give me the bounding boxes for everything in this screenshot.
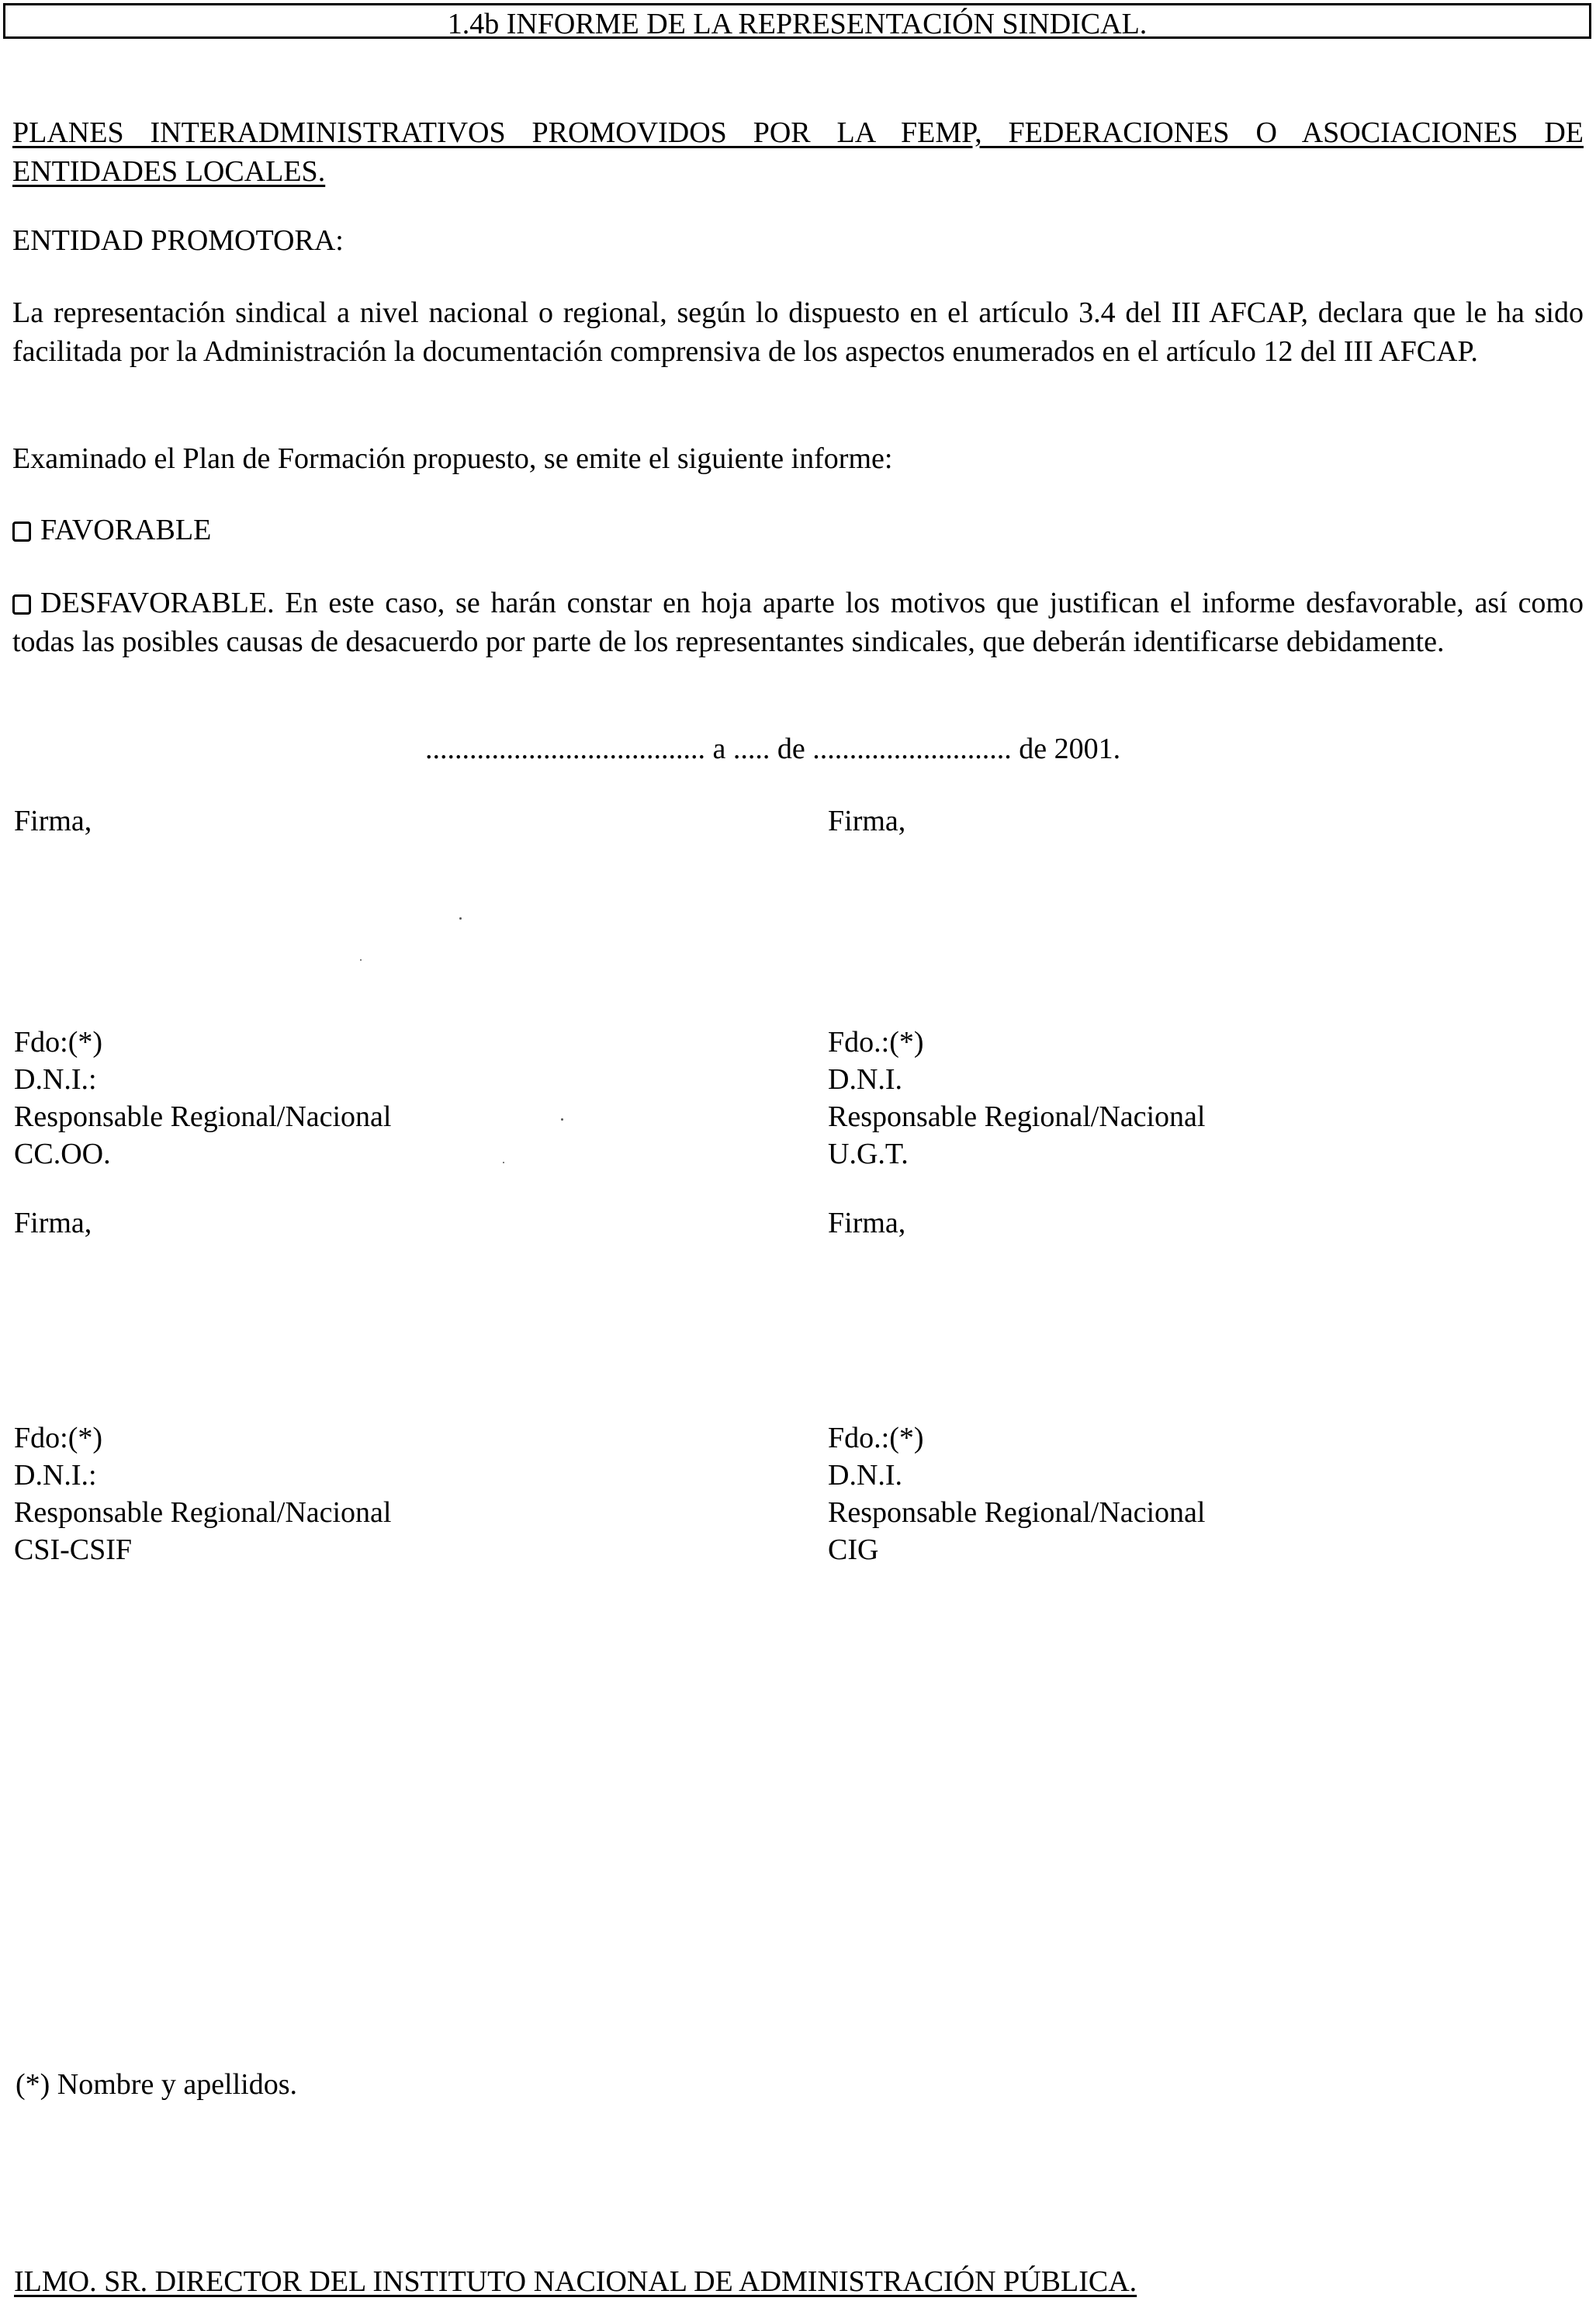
signature-block-ccoo <box>14 1024 392 1173</box>
dni-field: D.N.I.: <box>14 1063 97 1096</box>
entity-label: ENTIDAD PROMOTORA: <box>12 224 344 257</box>
scan-speck <box>360 959 362 961</box>
dni-field: D.N.I. <box>828 1063 903 1096</box>
role-label: Responsable Regional/Nacional <box>14 1496 392 1529</box>
role-label: Responsable Regional/Nacional <box>828 1100 1206 1133</box>
addressee: ILMO. SR. DIRECTOR DEL INSTITUTO NACIONAL DE ADMINISTRACIÓN PÚBLICA. <box>14 2265 1137 2298</box>
signature-label-1: Firma, <box>14 805 92 837</box>
fdo-field: Fdo.:(*) <box>828 1422 924 1454</box>
dni-field: D.N.I.: <box>14 1459 97 1492</box>
page-title: 1.4b INFORME DE LA REPRESENTACIÓN SINDICAL. <box>447 8 1148 40</box>
signature-label-4: Firma, <box>828 1207 906 1239</box>
union-name: CSI-CSIF <box>14 1533 133 1566</box>
unfavorable-label: DESFAVORABLE. En este caso, se harán constar en hoja aparte los motivos que justifican el informe desfavorable, así como todas las posibles causas de desacuerdo por parte de los representantes sindicales, que deberán identificarse debidamente. <box>12 587 1584 658</box>
favorable-checkbox[interactable] <box>12 522 31 542</box>
role-label: Responsable Regional/Nacional <box>14 1100 392 1133</box>
title-box <box>3 3 1591 39</box>
unfavorable-option[interactable] <box>12 584 1584 661</box>
footnote: (*) Nombre y apellidos. <box>16 2068 298 2101</box>
union-name: CIG <box>828 1533 879 1566</box>
fdo-field: Fdo:(*) <box>14 1026 102 1059</box>
date-line: ...................................... a ..... de ........................... de 2001. <box>425 733 1121 765</box>
favorable-option[interactable] <box>12 513 211 549</box>
scan-speck <box>459 917 462 920</box>
unfavorable-checkbox[interactable] <box>12 594 31 615</box>
signature-label-2: Firma, <box>828 805 906 837</box>
signature-block-ugt <box>828 1024 1206 1173</box>
examined-text: Examinado el Plan de Formación propuesto, se emite el siguiente informe: <box>12 442 893 475</box>
declaration-paragraph: La representación sindical a nivel nacional o regional, según lo dispuesto en el artículo 3.4 del III AFCAP, declara que le ha sido facilitada por la Administración la documentación comprensiva de los aspectos enumerados en el artículo 12 del III AFCAP. <box>12 296 1584 368</box>
union-name: CC.OO. <box>14 1138 111 1170</box>
scan-speck <box>503 1162 504 1163</box>
role-label: Responsable Regional/Nacional <box>828 1496 1206 1529</box>
union-name: U.G.T. <box>828 1138 909 1170</box>
scan-speck <box>561 1118 563 1121</box>
fdo-field: Fdo:(*) <box>14 1422 102 1454</box>
dni-field: D.N.I. <box>828 1459 903 1492</box>
favorable-label: FAVORABLE <box>40 514 212 546</box>
section-heading: PLANES INTERADMINISTRATIVOS PROMOVIDOS POR LA FEMP, FEDERACIONES O ASOCIACIONES DE ENTIDADES LOCALES. <box>12 116 1584 188</box>
signature-label-3: Firma, <box>14 1207 92 1239</box>
signature-block-csif <box>14 1419 392 1568</box>
fdo-field: Fdo.:(*) <box>828 1026 924 1059</box>
signature-block-cig <box>828 1419 1206 1568</box>
